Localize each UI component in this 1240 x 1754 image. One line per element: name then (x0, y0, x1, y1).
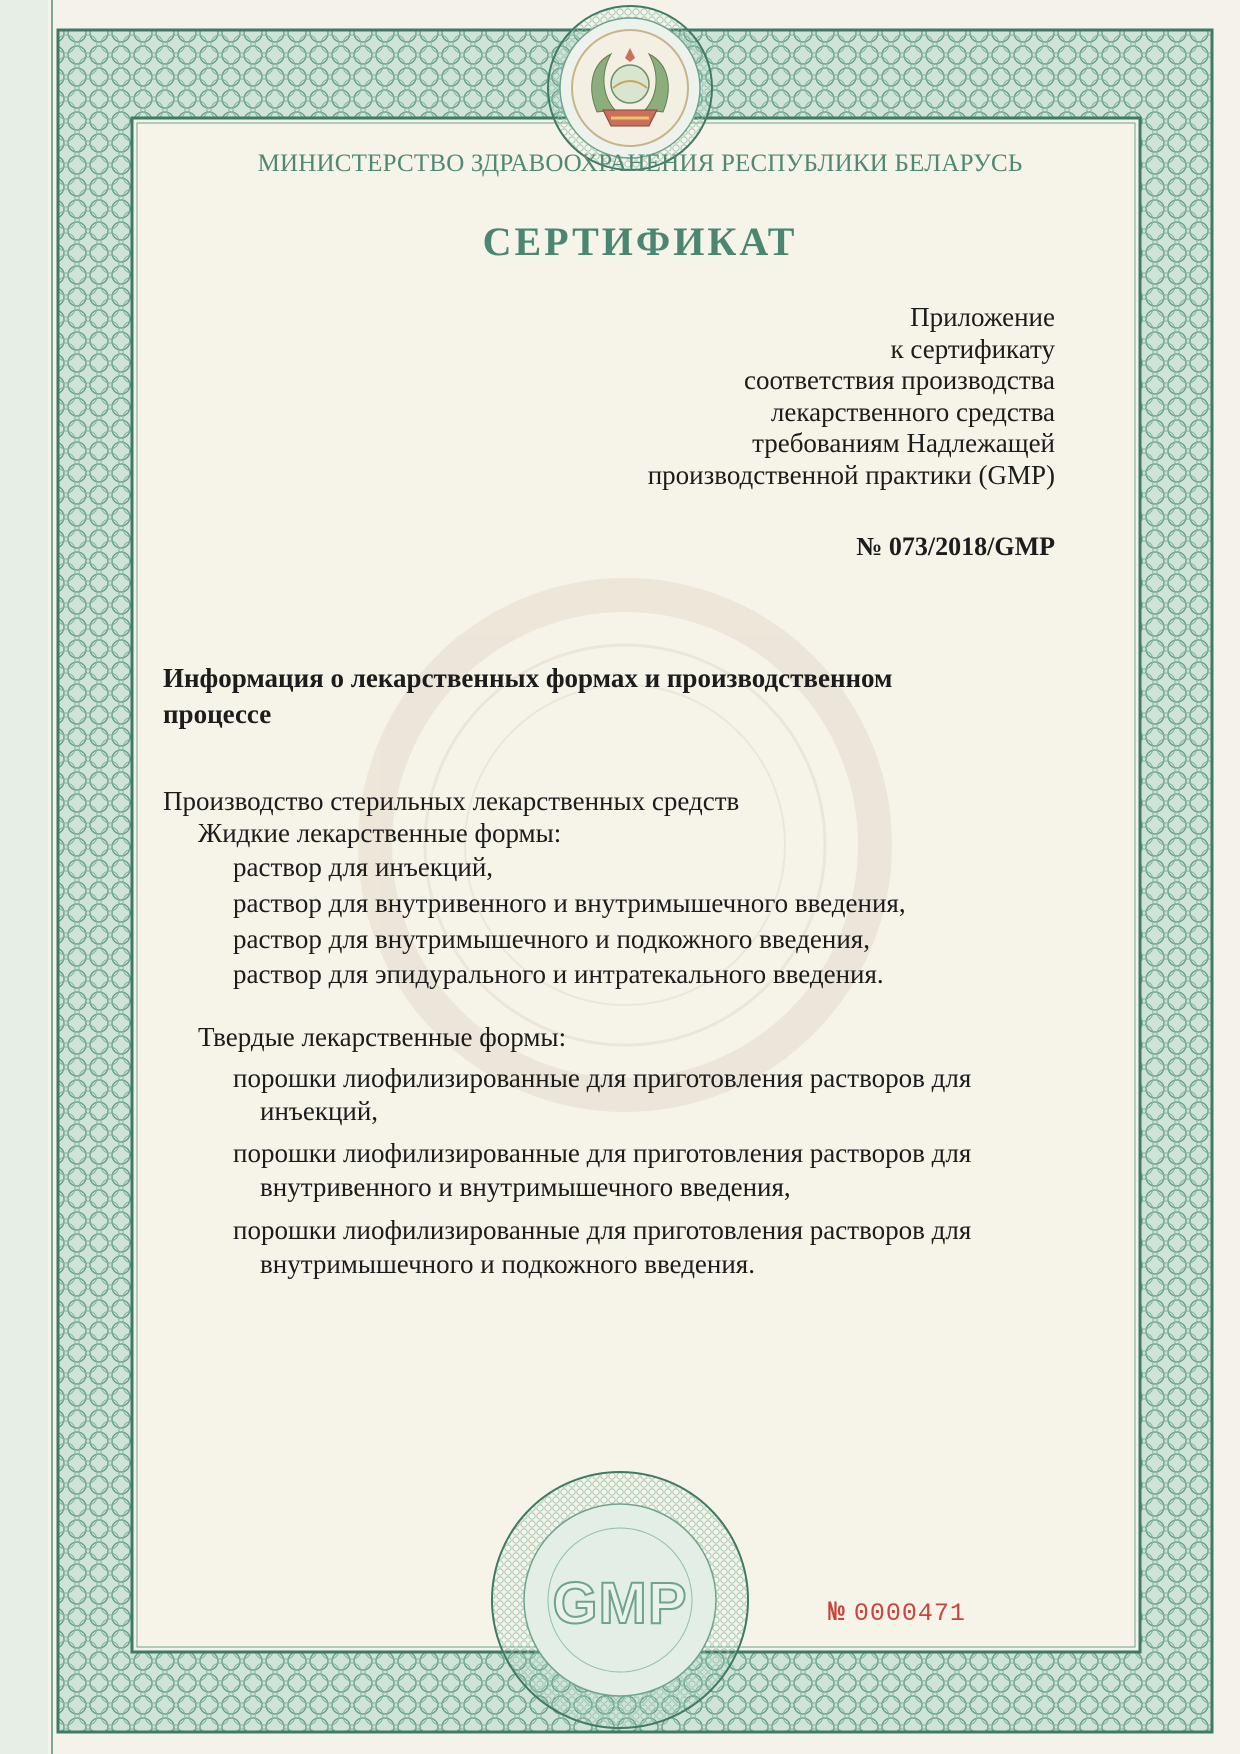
annex-line: Приложение (910, 302, 1055, 332)
section-heading: Информация о лекарственных формах и производственном процессе (163, 663, 893, 729)
solid-form-item-cont: внутривенного и внутримышечного введения, (260, 1172, 791, 1202)
annex-block (648, 302, 1055, 491)
annex-line: требованиям Надлежащей (752, 428, 1055, 458)
annex-line: соответствия производства (743, 365, 1055, 395)
solid-form-item: порошки лиофилизированные для приготовления растворов для (233, 1138, 972, 1168)
annex-line: к сертификату (890, 333, 1055, 364)
serial-number (828, 1598, 966, 1629)
solid-forms-title: Твердые лекарственные формы: (198, 1022, 567, 1052)
certificate-title: СЕРТИФИКАТ (482, 219, 798, 264)
annex-line: лекарственного средства (770, 396, 1055, 427)
solid-form-item: порошки лиофилизированные для приготовления растворов для (233, 1063, 972, 1093)
liquid-forms-title: Жидкие лекарственные формы: (198, 818, 562, 848)
belarus-coat-of-arms-emblem-icon (585, 40, 675, 136)
solid-form-item-cont: внутримышечного и подкожного введения. (260, 1249, 755, 1279)
liquid-form-item: раствор для внутривенного и внутримышечного введения, (233, 888, 906, 918)
liquid-form-item: раствор для эпидурального и интратекального введения. (233, 959, 884, 989)
production-title: Производство стерильных лекарственных средств (163, 786, 740, 816)
certificate-number: № 073/2018/GMP (856, 532, 1055, 561)
ministry-heading: МИНИСТЕРСТВО ЗДРАВООХРАНЕНИЯ РЕСПУБЛИКИ БЕЛАРУСЬ (257, 150, 1023, 177)
annex-line: производственной практики (GMP) (647, 459, 1055, 490)
serial-number-sign: № (828, 1598, 846, 1629)
liquid-form-item: раствор для инъекций, (233, 852, 494, 882)
gmp-logo-text: GMP (552, 1571, 688, 1636)
solid-form-item-cont: инъекций, (260, 1096, 379, 1126)
liquid-form-item: раствор для внутримышечного и подкожного введения, (233, 924, 870, 954)
serial-number-value: 0000471 (853, 1599, 966, 1628)
solid-form-item: порошки лиофилизированные для приготовления растворов для (233, 1215, 972, 1245)
